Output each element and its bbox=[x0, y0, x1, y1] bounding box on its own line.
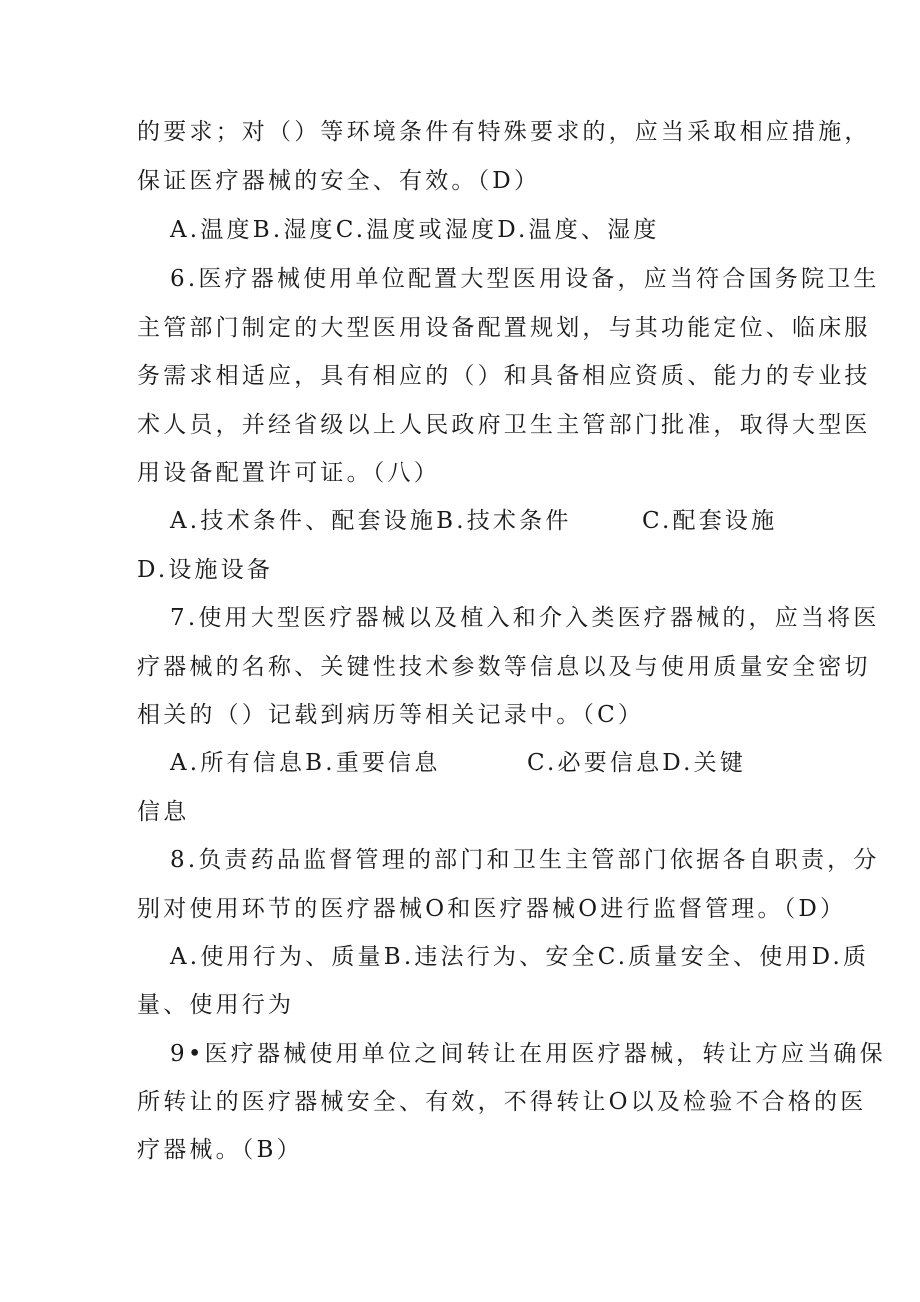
q6-line-1: 6.医疗器械使用单位配置大型医用设备，应当符合国务院卫生 bbox=[170, 266, 880, 292]
q6-options-d: D.设施设备 bbox=[137, 557, 274, 583]
q8-line-2: 别对使用环节的医疗器械O和医疗器械O进行监督管理。（D） bbox=[137, 896, 847, 922]
q8-options: A.使用行为、质量B.违法行为、安全C.质量安全、使用D.质 bbox=[170, 944, 870, 970]
q6-line-2: 主管部门制定的大型医用设备配置规划，与其功能定位、临床服 bbox=[137, 315, 871, 341]
q8-options-tail: 量、使用行为 bbox=[137, 992, 295, 1018]
q7-options-cd: C.必要信息D.关键 bbox=[527, 750, 747, 776]
q6-line-3: 务需求相适应，具有相应的（）和具备相应资质、能力的专业技 bbox=[137, 363, 871, 389]
q7-line-1: 7.使用大型医疗器械以及植入和介入类医疗器械的，应当将医 bbox=[170, 605, 880, 631]
q7-options-ab: A.所有信息B.重要信息 bbox=[170, 750, 441, 776]
q5-line-1: 的要求；对（）等环境条件有特殊要求的，应当采取相应措施， bbox=[137, 119, 871, 145]
q5-line-2: 保证医疗器械的安全、有效。（D） bbox=[137, 168, 541, 194]
q6-line-5: 用设备配置许可证。（八） bbox=[137, 460, 440, 486]
q8-line-1: 8.负责药品监督管理的部门和卫生主管部门依据各自职责，分 bbox=[170, 847, 880, 873]
q7-line-3: 相关的（）记载到病历等相关记录中。（C） bbox=[137, 702, 645, 728]
q9-line-3: 疗器械。（B） bbox=[137, 1137, 303, 1163]
q6-options-ab: A.技术条件、配套设施B.技术条件 bbox=[170, 508, 572, 534]
q6-options-c: C.配套设施 bbox=[642, 508, 778, 534]
q9-line-1: 9•医疗器械使用单位之间转让在用医疗器械，转让方应当确保 bbox=[170, 1041, 886, 1067]
q5-options: A.温度B.湿度C.温度或湿度D.温度、湿度 bbox=[170, 217, 660, 243]
q7-line-2: 疗器械的名称、关键性技术参数等信息以及与使用质量安全密切 bbox=[137, 654, 871, 680]
q6-line-4: 术人员，并经省级以上人民政府卫生主管部门批准，取得大型医 bbox=[137, 412, 871, 438]
q9-line-2: 所转让的医疗器械安全、有效，不得转让O以及检验不合格的医 bbox=[137, 1089, 867, 1115]
q7-options-tail: 信息 bbox=[137, 799, 190, 825]
